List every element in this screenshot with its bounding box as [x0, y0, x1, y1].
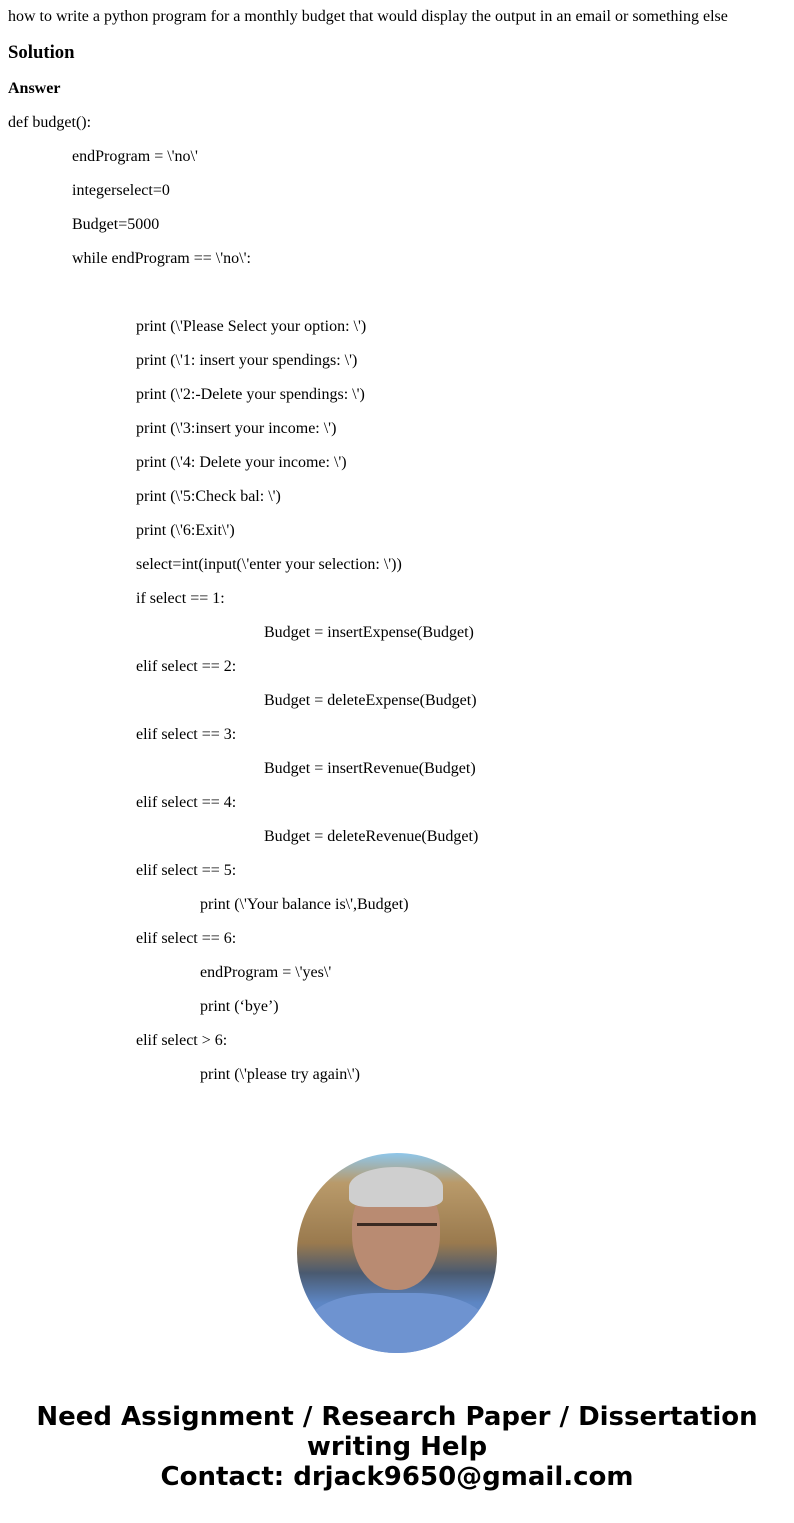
- banner-contact: Contact: drjack9650@gmail.com: [160, 1462, 634, 1492]
- code-line: print (\'Your balance is\',Budget): [200, 896, 409, 913]
- code-line: Budget = insertExpense(Budget): [264, 624, 474, 641]
- solution-heading: Solution: [8, 42, 75, 63]
- code-line: Budget = deleteRevenue(Budget): [264, 828, 479, 845]
- code-line: print (\'4: Delete your income: \'): [136, 454, 347, 471]
- code-line: Budget = insertRevenue(Budget): [264, 760, 476, 777]
- author-photo: [297, 1153, 497, 1353]
- code-line: endProgram = \'no\': [72, 148, 198, 165]
- code-line: elif select == 6:: [136, 930, 237, 947]
- code-line: if select == 1:: [136, 590, 225, 607]
- code-line: elif select == 5:: [136, 862, 237, 879]
- code-line: endProgram = \'yes\': [200, 964, 332, 981]
- code-line: while endProgram == \'no\':: [72, 250, 251, 267]
- code-line: print (\'2:-Delete your spendings: \'): [136, 386, 365, 403]
- code-line: def budget():: [8, 114, 92, 131]
- code-line: Budget = deleteExpense(Budget): [264, 692, 477, 709]
- code-line: elif select == 4:: [136, 794, 237, 811]
- code-line: select=int(input(\'enter your selection: \')): [136, 556, 402, 573]
- code-line: elif select > 6:: [136, 1032, 228, 1049]
- code-line: print (\'Please Select your option: \'): [136, 318, 367, 335]
- code-line: Budget=5000: [72, 216, 160, 233]
- code-line: integerselect=0: [72, 182, 170, 199]
- answer-label: Answer: [8, 80, 61, 97]
- hair-shape: [349, 1167, 443, 1207]
- code-line: print (\'1: insert your spendings: \'): [136, 352, 358, 369]
- contact-banner: [0, 1402, 794, 1492]
- code-line: print (\'please try again\'): [200, 1066, 360, 1083]
- code-line: print (\'6:Exit\'): [136, 522, 235, 539]
- code-line: print (‘bye’): [200, 998, 279, 1015]
- glasses-shape: [357, 1223, 437, 1246]
- code-line: print (\'5:Check bal: \'): [136, 488, 281, 505]
- code-line: elif select == 3:: [136, 726, 237, 743]
- question-text: how to write a python program for a monthly budget that would display the output in an email or something else: [8, 8, 728, 25]
- code-line: print (\'3:insert your income: \'): [136, 420, 337, 437]
- blank-line: [8, 284, 786, 302]
- code-line: elif select == 2:: [136, 658, 237, 675]
- shirt-shape: [307, 1293, 487, 1353]
- banner-headline: Need Assignment / Research Paper / Dissertation writing Help: [36, 1402, 758, 1462]
